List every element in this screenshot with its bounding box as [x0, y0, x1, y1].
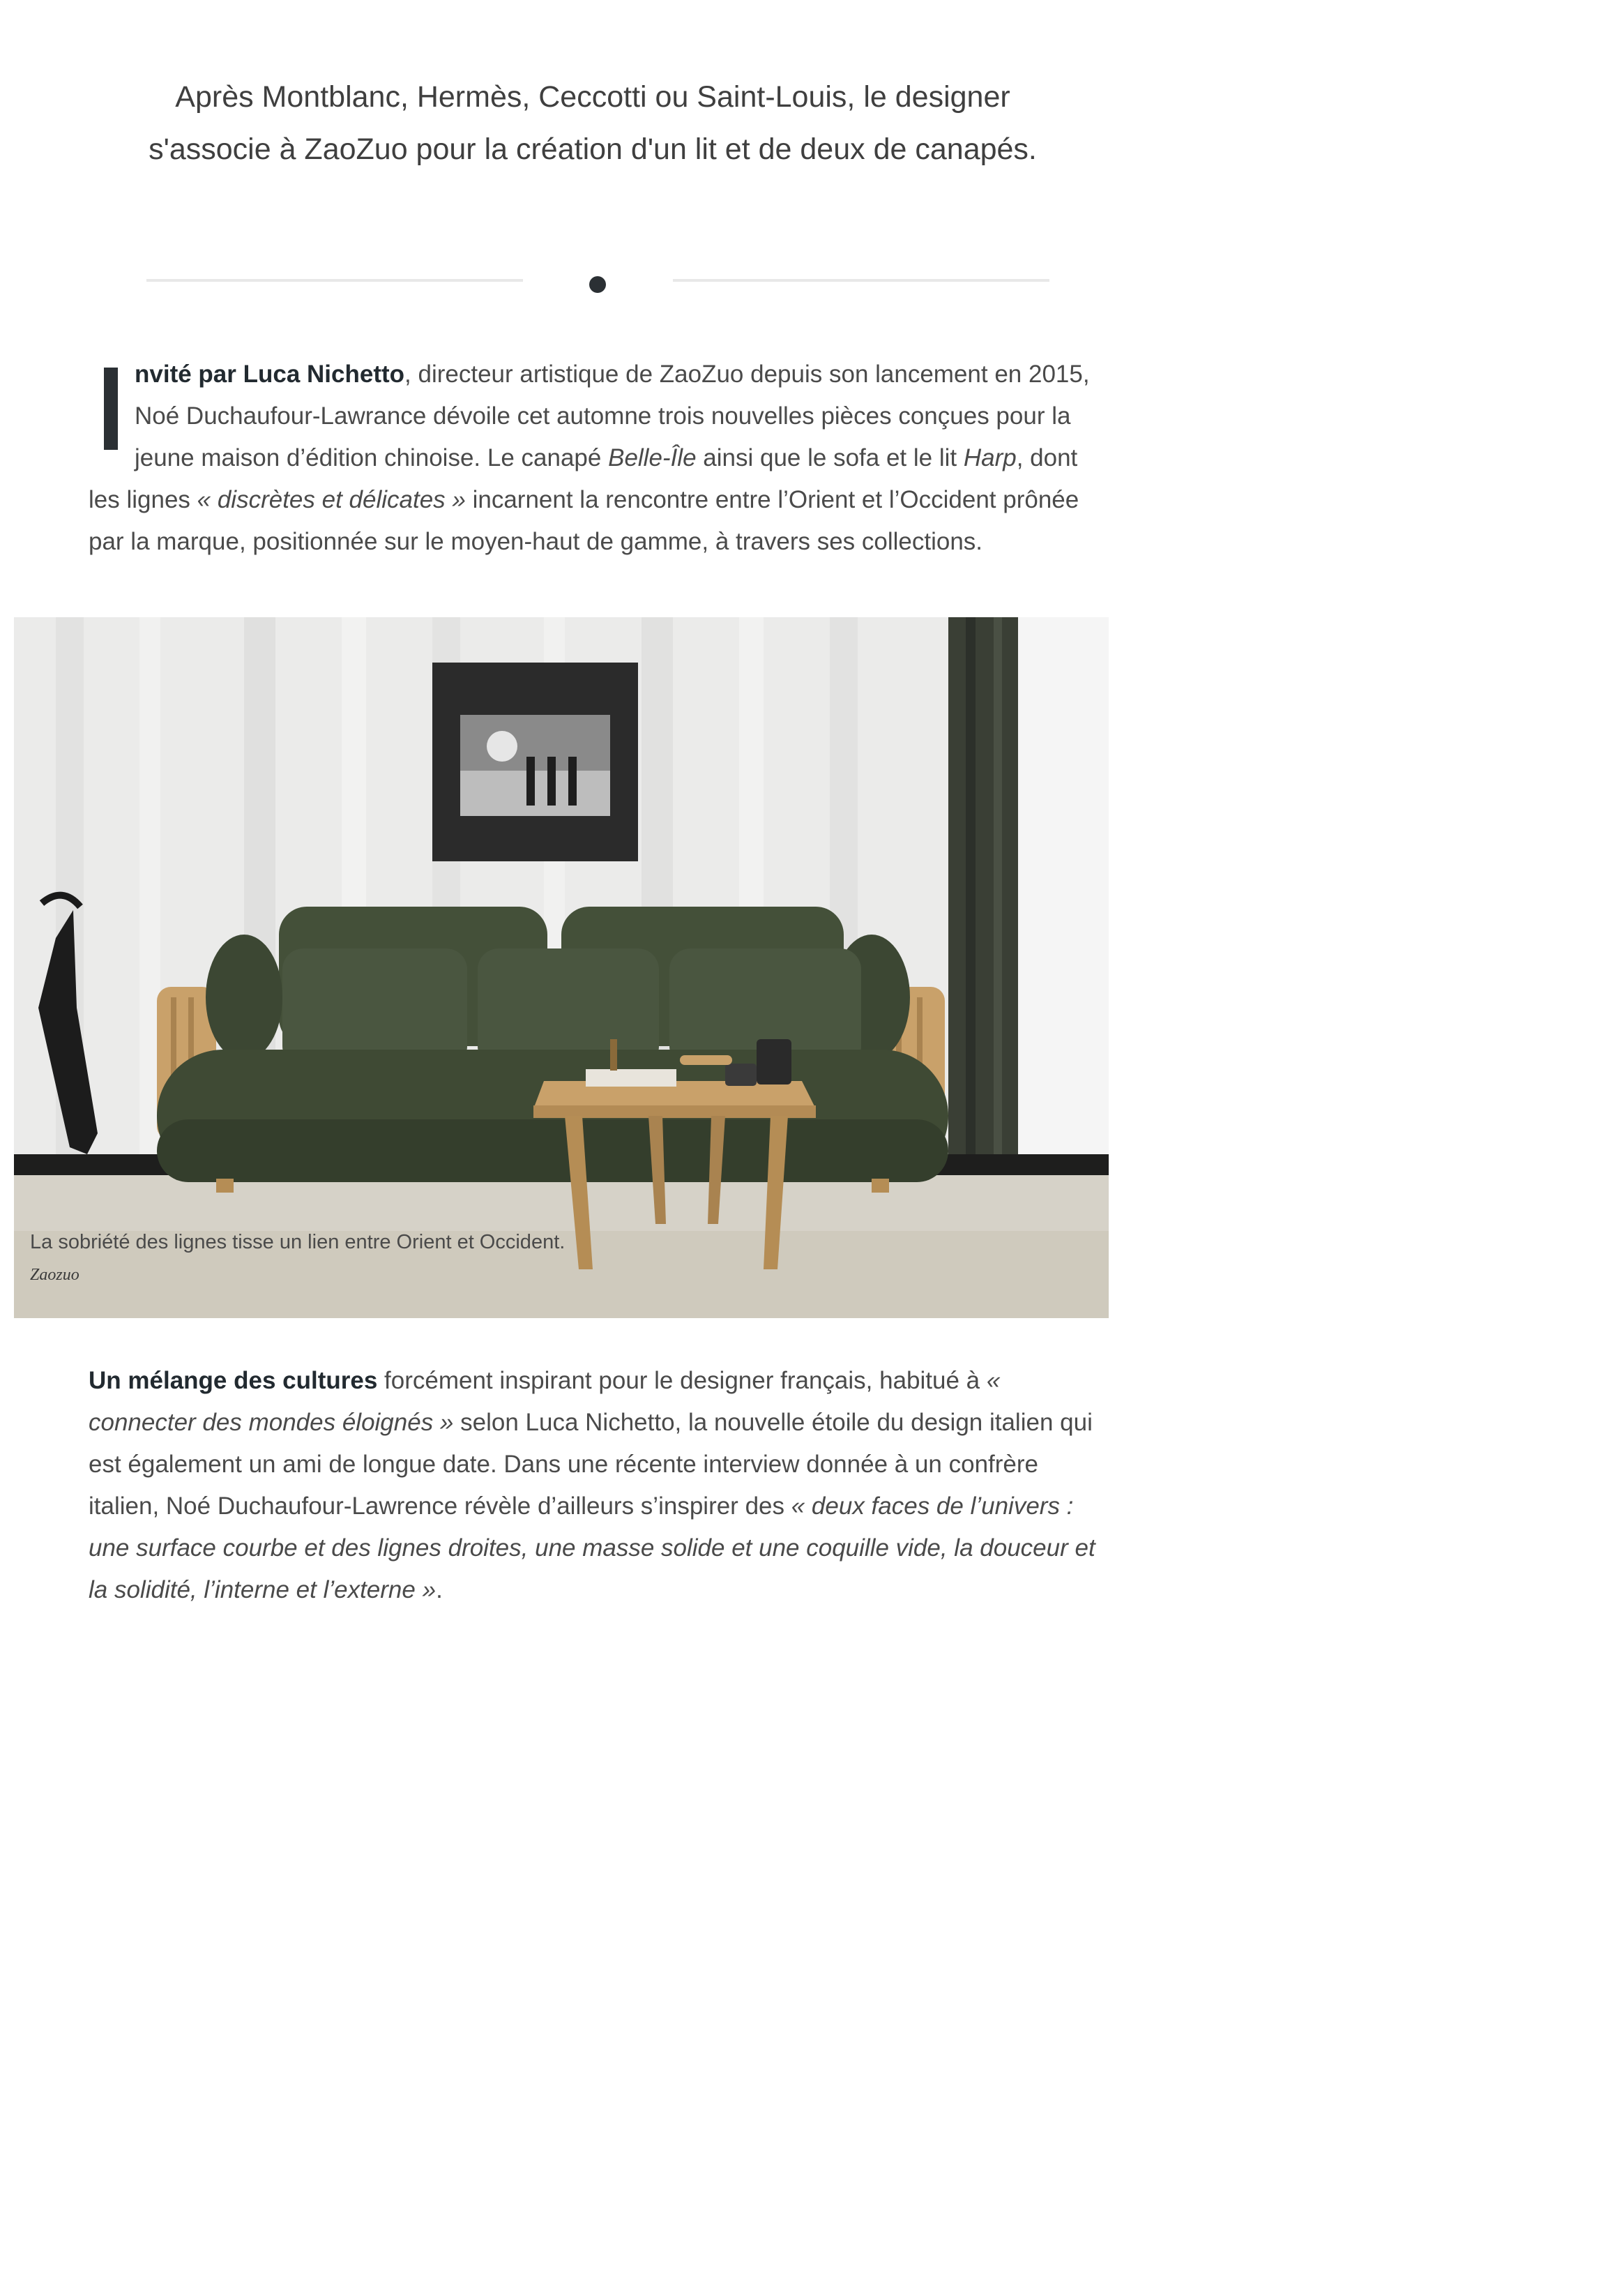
photo-credit: Zaozuo [30, 1266, 79, 1284]
photo-caption: La sobriété des lignes tisse un lien entre Orient et Occident. [30, 1231, 566, 1253]
dropcap-letter [104, 368, 118, 450]
paragraph-2-text: forcément inspirant pour le designer français, habitué à [377, 1367, 987, 1394]
paragraph-2-lead: Un mélange des cultures [89, 1367, 378, 1394]
paragraph-1-lead: nvité par Luca Nichetto [135, 361, 405, 388]
paragraph-1-italic: Harp [963, 444, 1017, 471]
separator-dot [589, 276, 606, 293]
paragraph-2-text: selon Luca Nichetto, la nouvelle étoile du design italien qui est également un ami de longue date. Dans une récente interview donnée à un confrère italien, Noé Duchaufour-Lawrence révèle d’ailleurs s’inspirer des [89, 1409, 1093, 1520]
article-paragraph-2 [89, 1360, 1114, 1611]
intro-line-2: s'associe à ZaoZuo pour la création d'un lit et de deux de canapés. [149, 133, 1037, 166]
paragraph-1-text: , dont les lignes [89, 444, 1078, 513]
article-intro [139, 71, 1046, 176]
article-photo [14, 617, 1109, 1318]
paragraph-2-text: . [436, 1576, 443, 1603]
article-paragraph-1 [89, 354, 1114, 563]
paragraph-1-text: incarnent la rencontre entre l’Orient et l’Occident prônée par la marque, positionnée sur le moyen-haut de gamme, à travers ses collections. [89, 486, 1079, 555]
sofa-illustration [14, 617, 1109, 1318]
separator-line-right [673, 279, 1049, 282]
paragraph-1-italic: Belle-Île [608, 444, 697, 471]
paragraph-1-text: ainsi que le sofa et le lit [696, 444, 964, 471]
paragraph-1-text: , directeur artistique de ZaoZuo depuis son lancement en 2015, Noé Duchaufour-Lawrance dévoile cet automne trois nouvelles pièces conçues pour la jeune maison d’édition chinoise. Le canapé [135, 361, 1090, 471]
paragraph-1-italic: « discrètes et délicates » [197, 486, 466, 513]
separator-line-left [146, 279, 523, 282]
intro-line-1: Après Montblanc, Hermès, Ceccotti ou Saint-Louis, le designer [175, 80, 1010, 114]
paragraph-2-italic: « connecter des mondes éloignés » [89, 1367, 1001, 1436]
paragraph-2-italic: « deux faces de l’univers : une surface courbe et des lignes droites, une masse solide et une coquille vide, la douceur et la solidité, l’interne et l’externe » [89, 1492, 1095, 1603]
